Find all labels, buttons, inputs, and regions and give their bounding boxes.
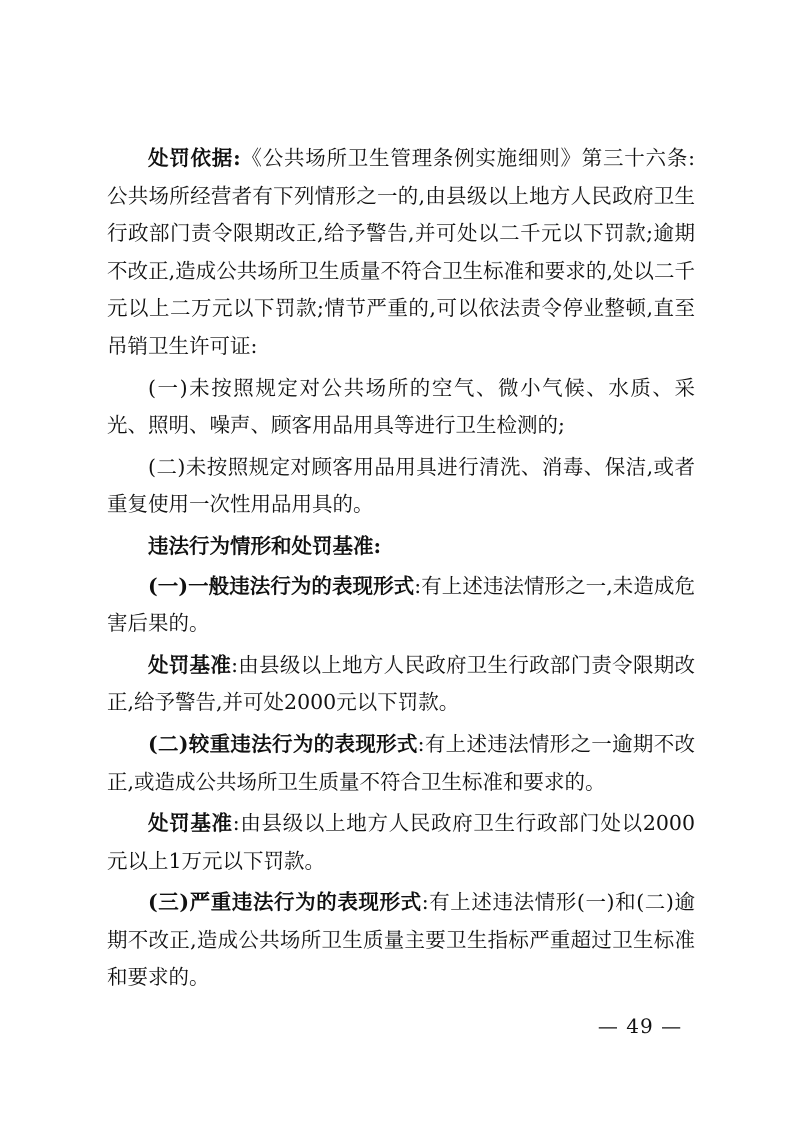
general-violation-paragraph: [107, 568, 695, 643]
serious-violation-label: (二)较重违法行为的表现形式: [148, 731, 418, 756]
severe-violation-label: (三)严重违法行为的表现形式: [148, 890, 422, 915]
general-standard-paragraph: [107, 647, 695, 722]
penalty-basis-paragraph: [107, 140, 695, 366]
general-violation-label: (一)一般违法行为的表现形式: [148, 573, 415, 598]
general-standard-text: :由县级以上地方人民政府卫生行政部门责令限期改正,给予警告,并可处2000元以下罚款。: [107, 652, 696, 715]
violation-item-1: (一)未按照规定对公共场所的空气、微小气候、水质、采光、照明、噪声、顾客用品用具等进行卫生检测的;: [107, 375, 695, 438]
general-violation-text: :有上述违法情形之一,未造成危害后果的。: [107, 573, 695, 636]
serious-standard-text: :由县级以上地方人民政府卫生行政部门处以2000元以上1万元以下罚款。: [107, 811, 696, 873]
page-number: — 49 —: [597, 1014, 683, 1038]
general-standard-label: 处罚基准: [148, 652, 232, 677]
serious-standard-paragraph: [107, 805, 695, 880]
document-body: [107, 140, 695, 1001]
penalty-basis-text: 《公共场所卫生管理条例实施细则》第三十六条:公共场所经营者有下列情形之一的,由县级以上地方人民政府卫生行政部门责令限期改正,给予警告,并可处以二千元以下罚款;逾期不改正,造成公共场所卫生质量不符合卫生标准和要求的,处以二千元以上二万元以下罚款;情节严重的,可以依法责令停业整顿,直至吊销卫生许可证:: [107, 146, 695, 358]
severe-violation-paragraph: [107, 884, 695, 997]
severe-violation-text: :有上述违法情形(一)和(二)逾期不改正,造成公共场所卫生质量主要卫生指标严重超过卫生标准和要求的。: [107, 890, 695, 990]
serious-violation-text: :有上述违法情形之一逾期不改正,或造成公共场所卫生质量不符合卫生标准和要求的。: [107, 731, 696, 794]
penalty-basis-label: 处罚依据:: [148, 146, 241, 170]
section-heading: 违法行为情形和处罚基准:: [148, 533, 382, 558]
serious-standard-label: 处罚基准: [148, 811, 233, 836]
violation-item-2: (二)未按照规定对顾客用品用具进行清洗、消毒、保洁,或者重复使用一次性用品用具的。: [107, 454, 695, 517]
serious-violation-paragraph: [107, 726, 695, 801]
